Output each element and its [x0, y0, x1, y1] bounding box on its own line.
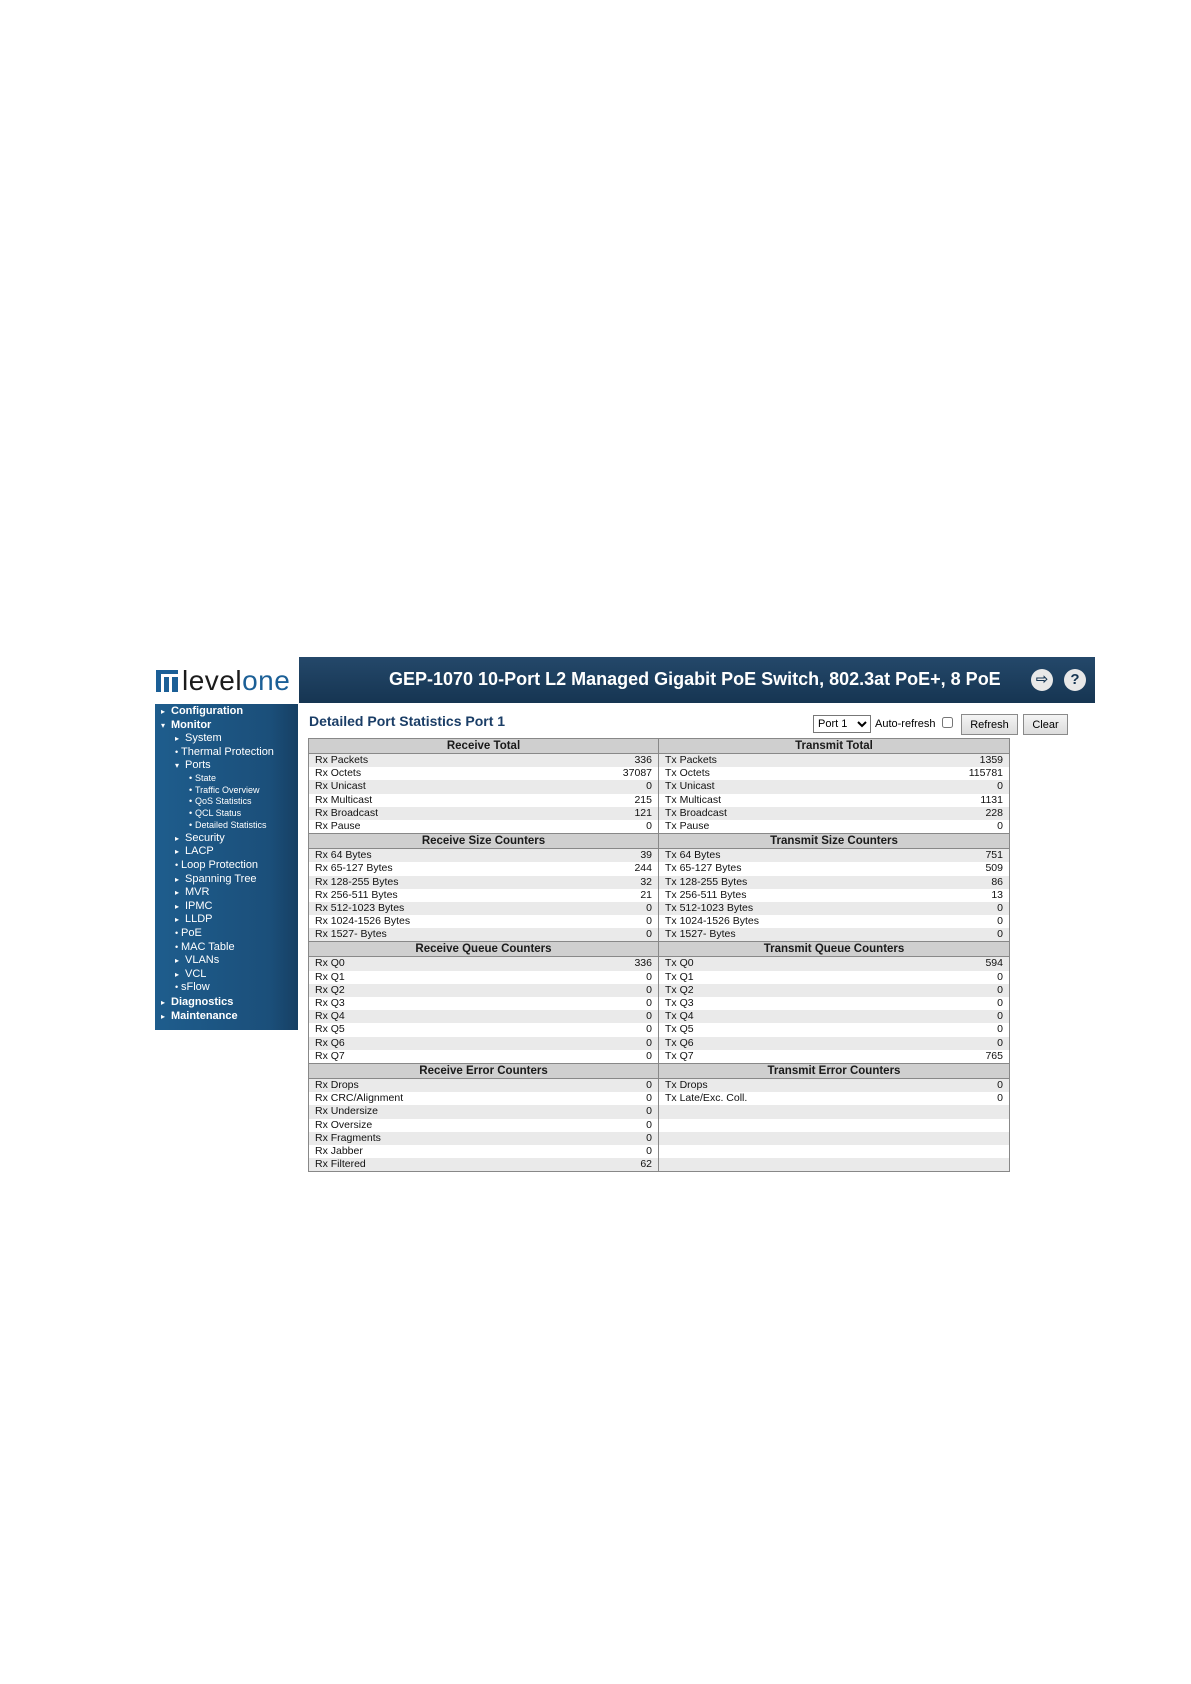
stat-row — [309, 1023, 658, 1036]
stat-row — [309, 957, 658, 970]
logo-wordmark: levelone — [182, 666, 291, 696]
sidebar-item-label: QoS Statistics — [195, 796, 252, 807]
stat-value: 0 — [646, 1049, 652, 1062]
stat-label: Rx Multicast — [315, 793, 373, 806]
stat-row — [659, 1023, 1009, 1036]
stat-row — [309, 915, 658, 928]
stat-value: 0 — [646, 1131, 652, 1144]
sidebar-item-diagnostics[interactable] — [155, 995, 298, 1009]
stat-value: 13 — [991, 888, 1003, 901]
expanded-arrow-icon: ▾ — [161, 721, 166, 730]
sidebar-item-label: Maintenance — [171, 1009, 238, 1022]
bullet-icon: • — [175, 982, 179, 993]
stat-label: Tx Pause — [665, 819, 710, 832]
stat-row — [659, 820, 1009, 833]
sidebar-item-label: System — [185, 732, 222, 744]
logout-icon[interactable]: ⇨ — [1031, 669, 1053, 691]
stat-label: Rx Broadcast — [315, 806, 379, 819]
bullet-icon: • — [175, 927, 179, 938]
receive-column — [309, 1063, 659, 1171]
sidebar-item-label: Monitor — [171, 719, 212, 731]
stat-value: 0 — [646, 1092, 652, 1105]
collapsed-arrow-icon: ▸ — [175, 888, 180, 898]
stat-row — [659, 984, 1009, 997]
stat-row — [659, 997, 1009, 1010]
sidebar-item-label: LACP — [185, 845, 214, 858]
stat-row — [659, 915, 1009, 928]
stat-row — [659, 794, 1009, 807]
stat-label: Rx CRC/Alignment — [315, 1092, 404, 1105]
stat-value: 0 — [997, 1023, 1003, 1036]
stat-label: Rx Octets — [315, 767, 362, 780]
stat-row — [659, 876, 1009, 889]
stat-label: Tx 1024-1526 Bytes — [665, 915, 759, 928]
stat-row — [309, 1079, 658, 1092]
stat-label: Tx 65-127 Bytes — [665, 862, 742, 875]
stat-row — [309, 862, 658, 875]
bullet-icon: • — [189, 808, 193, 819]
stat-value: 0 — [646, 928, 652, 941]
stat-row — [659, 780, 1009, 793]
sidebar-item-state[interactable] — [155, 773, 298, 785]
stat-value: 509 — [985, 862, 1003, 875]
sidebar-item-label: Traffic Overview — [195, 784, 260, 795]
stat-value: 0 — [646, 1036, 652, 1049]
stat-row — [659, 1010, 1009, 1023]
collapsed-arrow-icon: ▸ — [175, 847, 180, 857]
stat-label: Rx 1527- Bytes — [315, 928, 387, 941]
stat-row — [309, 767, 658, 780]
stat-value: 0 — [646, 901, 652, 914]
levelone-logo — [155, 666, 299, 702]
sidebar-item-system[interactable] — [155, 732, 298, 746]
stat-value: 0 — [997, 997, 1003, 1009]
stat-label: Rx Fragments — [315, 1131, 381, 1144]
auto-refresh-label: Auto-refresh — [875, 718, 936, 730]
stat-value: 0 — [646, 819, 652, 832]
stat-row — [309, 971, 658, 984]
sidebar-item-label: State — [195, 772, 217, 783]
auto-refresh-checkbox[interactable] — [942, 717, 953, 728]
sidebar-item-mvr[interactable] — [155, 886, 298, 900]
sidebar-item-maintenance[interactable] — [155, 1009, 298, 1023]
sidebar-item-spanning-tree[interactable] — [155, 873, 298, 887]
stat-row — [659, 957, 1009, 970]
stat-label: Rx Q1 — [315, 970, 345, 983]
sidebar-item-label: Diagnostics — [171, 995, 234, 1008]
stat-label: Tx Unicast — [665, 780, 715, 793]
stat-row — [309, 849, 658, 862]
stat-label: Rx Packets — [315, 754, 369, 766]
stat-value: 32 — [640, 875, 652, 888]
stat-row — [659, 902, 1009, 915]
stat-row — [309, 754, 658, 767]
sidebar-item-lacp[interactable] — [155, 845, 298, 859]
sidebar-item-poe[interactable] — [155, 927, 298, 941]
stat-value: 228 — [985, 806, 1003, 819]
sidebar-item-label: Thermal Protection — [181, 745, 274, 758]
sidebar-item-mac-table[interactable] — [155, 941, 298, 955]
bullet-icon: • — [189, 772, 193, 783]
levelone-mark-icon — [156, 670, 178, 692]
stat-label: Rx 64 Bytes — [315, 849, 372, 862]
stat-row — [659, 1050, 1009, 1063]
stat-label: Tx 1527- Bytes — [665, 928, 736, 941]
sidebar-item-qcl-status[interactable] — [155, 808, 298, 820]
stat-label: Tx Q6 — [665, 1036, 694, 1049]
stat-value: 0 — [646, 1078, 652, 1091]
collapsed-arrow-icon: ▸ — [175, 915, 180, 925]
stat-value: 765 — [985, 1049, 1003, 1062]
stat-value: 1359 — [979, 754, 1003, 766]
collapsed-arrow-icon: ▸ — [175, 874, 180, 884]
stat-value: 0 — [646, 780, 652, 793]
port-select[interactable] — [813, 715, 871, 733]
section-header: Receive Error Counters — [309, 1063, 658, 1079]
sidebar-item-label: Ports — [185, 759, 211, 772]
stat-label: Tx Packets — [665, 754, 717, 766]
section-header: Transmit Total — [659, 739, 1009, 754]
refresh-button[interactable]: Refresh — [961, 714, 1018, 735]
stat-value: 336 — [634, 754, 652, 766]
stat-label: Rx Jabber — [315, 1144, 363, 1157]
stat-row — [659, 807, 1009, 820]
transmit-column — [659, 739, 1009, 833]
receive-column — [309, 739, 659, 833]
stat-row — [309, 780, 658, 793]
stat-value: 115781 — [968, 767, 1003, 780]
stat-label: Rx Undersize — [315, 1105, 379, 1118]
sidebar-item-label: MAC Table — [181, 940, 235, 953]
collapsed-arrow-icon: ▸ — [175, 901, 180, 911]
sidebar-item-ipmc[interactable] — [155, 900, 298, 914]
collapsed-arrow-icon: ▸ — [161, 707, 166, 716]
stat-row — [659, 767, 1009, 780]
stat-row — [659, 862, 1009, 875]
stat-label: Rx Q3 — [315, 997, 345, 1009]
page-title: Detailed Port Statistics Port 1 — [309, 713, 506, 729]
sidebar-item-configuration[interactable] — [155, 704, 298, 718]
bullet-icon: • — [189, 784, 193, 795]
stat-label: Rx Q4 — [315, 1010, 345, 1023]
stat-row — [659, 1158, 1009, 1171]
stat-label: Rx Q7 — [315, 1049, 345, 1062]
stat-label: Tx Late/Exc. Coll. — [665, 1092, 748, 1105]
stat-value: 0 — [646, 997, 652, 1009]
stat-row — [659, 1132, 1009, 1145]
sidebar-item-label: LLDP — [185, 913, 213, 926]
stat-row — [659, 849, 1009, 862]
stat-row — [309, 1037, 658, 1050]
receive-column — [309, 833, 659, 941]
bullet-icon: • — [175, 859, 179, 870]
stat-value: 0 — [997, 1078, 1003, 1091]
stat-row — [309, 1092, 658, 1105]
sidebar-menu — [155, 704, 298, 1030]
sidebar-item-thermal-protection[interactable] — [155, 746, 298, 760]
stat-label: Rx 65-127 Bytes — [315, 862, 393, 875]
stat-value: 1131 — [980, 793, 1003, 806]
stat-label: Tx 512-1023 Bytes — [665, 901, 754, 914]
stat-label: Rx Pause — [315, 819, 361, 832]
stat-value: 121 — [634, 806, 652, 819]
stat-value: 215 — [634, 793, 652, 806]
collapsed-arrow-icon: ▸ — [161, 997, 166, 1007]
sidebar-item-label: Loop Protection — [181, 858, 259, 871]
stat-value: 0 — [997, 970, 1003, 983]
stat-value: 0 — [997, 1036, 1003, 1049]
collapsed-arrow-icon: ▸ — [175, 734, 180, 743]
sidebar-item-detailed-statistics[interactable] — [155, 820, 298, 832]
stat-value: 0 — [997, 1010, 1003, 1023]
stat-row — [309, 1119, 658, 1132]
sidebar-item-label: Configuration — [171, 705, 244, 717]
stat-row — [659, 971, 1009, 984]
stat-value: 0 — [646, 1105, 652, 1118]
sidebar-item-label: QCL Status — [195, 808, 242, 819]
clear-button[interactable]: Clear — [1023, 714, 1068, 735]
stat-row — [659, 1119, 1009, 1132]
nav-list — [155, 704, 298, 1023]
header-banner — [299, 657, 1095, 703]
stat-row — [309, 1132, 658, 1145]
stat-label: Rx 128-255 Bytes — [315, 875, 399, 888]
stat-row — [659, 1079, 1009, 1092]
stat-label: Tx Q2 — [665, 983, 694, 996]
stat-label: Rx Q0 — [315, 957, 345, 970]
stat-row — [309, 997, 658, 1010]
section-header: Receive Total — [309, 739, 658, 754]
help-icon[interactable]: ? — [1064, 669, 1086, 691]
stat-label: Rx Unicast — [315, 780, 366, 793]
sidebar-item-ports[interactable] — [155, 759, 298, 773]
stat-row — [309, 1010, 658, 1023]
stat-value: 62 — [640, 1158, 652, 1171]
stat-value: 0 — [646, 1118, 652, 1131]
stats-section — [309, 833, 1009, 941]
stat-label: Rx 256-511 Bytes — [315, 888, 398, 901]
stat-label: Tx Q4 — [665, 1010, 694, 1023]
sidebar-item-qos-statistics[interactable] — [155, 796, 298, 808]
sidebar-item-traffic-overview[interactable] — [155, 785, 298, 797]
collapsed-arrow-icon: ▸ — [175, 833, 180, 843]
stat-row — [309, 1050, 658, 1063]
transmit-column — [659, 1063, 1009, 1171]
stat-label: Tx Broadcast — [665, 806, 727, 819]
stat-row — [659, 1105, 1009, 1118]
stat-row — [309, 876, 658, 889]
collapsed-arrow-icon: ▸ — [175, 956, 180, 966]
stat-row — [309, 794, 658, 807]
stat-value: 336 — [634, 957, 652, 970]
stat-value: 244 — [634, 862, 652, 875]
transmit-column — [659, 941, 1009, 1063]
stat-label: Rx Drops — [315, 1078, 359, 1091]
stat-value: 37087 — [622, 767, 652, 780]
sidebar-item-monitor[interactable] — [155, 718, 298, 732]
stats-section — [309, 1063, 1009, 1171]
stat-value: 0 — [646, 970, 652, 983]
device-title: GEP-1070 10-Port L2 Managed Gigabit PoE Switch, 802.3at PoE+, 8 PoE — [389, 669, 1001, 689]
section-header: Receive Size Counters — [309, 833, 658, 849]
stat-value: 0 — [646, 915, 652, 928]
stat-row — [309, 1145, 658, 1158]
stat-value: 594 — [985, 957, 1003, 970]
bullet-icon: • — [175, 941, 179, 952]
stat-label: Tx Multicast — [665, 793, 722, 806]
stat-label: Rx 1024-1526 Bytes — [315, 915, 411, 928]
stat-value: 0 — [997, 928, 1003, 941]
stat-value: 0 — [997, 915, 1003, 928]
stat-row — [659, 1037, 1009, 1050]
stat-label: Rx 512-1023 Bytes — [315, 901, 405, 914]
stat-row — [309, 1158, 658, 1171]
stat-row — [309, 928, 658, 941]
stat-row — [659, 928, 1009, 941]
stat-label: Tx Q0 — [665, 957, 694, 970]
sidebar-item-label: IPMC — [185, 899, 213, 912]
sidebar-item-label: VLANs — [185, 954, 220, 967]
section-header: Transmit Error Counters — [659, 1063, 1009, 1079]
stat-row — [659, 1092, 1009, 1105]
sidebar-item-label: VCL — [185, 967, 207, 980]
stat-label: Tx Q3 — [665, 997, 694, 1009]
stat-value: 751 — [985, 849, 1003, 862]
stat-row — [659, 1145, 1009, 1158]
stat-value: 86 — [991, 875, 1003, 888]
transmit-column — [659, 833, 1009, 941]
stat-label: Tx Q5 — [665, 1023, 694, 1036]
stat-label: Rx Q6 — [315, 1036, 345, 1049]
stat-label: Tx 256-511 Bytes — [665, 888, 747, 901]
expanded-arrow-icon: ▾ — [175, 761, 180, 771]
stat-label: Tx 128-255 Bytes — [665, 875, 748, 888]
stat-value: 0 — [997, 983, 1003, 996]
sidebar-item-label: PoE — [181, 926, 202, 939]
stat-label: Tx Drops — [665, 1078, 708, 1091]
receive-column — [309, 941, 659, 1063]
stat-row — [309, 984, 658, 997]
sidebar-item-lldp[interactable] — [155, 913, 298, 927]
stat-label: Rx Q2 — [315, 983, 345, 996]
stat-label: Tx Octets — [665, 767, 710, 780]
sidebar-item-security[interactable] — [155, 832, 298, 846]
stat-value: 0 — [646, 1144, 652, 1157]
sidebar-item-label: Spanning Tree — [185, 872, 257, 885]
bullet-icon: • — [189, 796, 193, 807]
sidebar-item-vlans[interactable] — [155, 954, 298, 968]
collapsed-arrow-icon: ▸ — [161, 1011, 166, 1021]
sidebar-item-loop-protection[interactable] — [155, 859, 298, 873]
stat-row — [309, 1105, 658, 1118]
stat-label: Rx Filtered — [315, 1158, 366, 1171]
sidebar-item-sflow[interactable] — [155, 981, 298, 995]
collapsed-arrow-icon: ▸ — [175, 969, 180, 979]
stat-value: 0 — [997, 819, 1003, 832]
stat-row — [309, 807, 658, 820]
stat-label: Tx Q1 — [665, 970, 694, 983]
stat-row — [309, 889, 658, 902]
sidebar-item-label: MVR — [185, 886, 210, 899]
stat-label: Tx 64 Bytes — [665, 849, 721, 862]
stats-section — [309, 739, 1009, 833]
sidebar-item-label: Security — [185, 831, 225, 844]
sidebar-item-label: Detailed Statistics — [195, 819, 267, 830]
stat-value: 39 — [640, 849, 652, 862]
stat-value: 21 — [640, 888, 652, 901]
stat-row — [659, 889, 1009, 902]
port-statistics-table — [308, 738, 1010, 1172]
bullet-icon: • — [175, 746, 179, 757]
stat-label: Rx Oversize — [315, 1118, 373, 1131]
stats-section — [309, 941, 1009, 1063]
section-header: Transmit Size Counters — [659, 833, 1009, 849]
bullet-icon: • — [189, 819, 193, 830]
stat-row — [309, 902, 658, 915]
stat-value: 0 — [997, 901, 1003, 914]
stat-label: Tx Q7 — [665, 1049, 694, 1062]
sidebar-item-label: sFlow — [181, 981, 210, 994]
stat-value: 0 — [997, 780, 1003, 793]
section-header: Receive Queue Counters — [309, 941, 658, 957]
stat-value: 0 — [646, 1010, 652, 1023]
stat-row — [659, 754, 1009, 767]
sidebar-item-vcl[interactable] — [155, 968, 298, 982]
section-header: Transmit Queue Counters — [659, 941, 1009, 957]
stat-label: Rx Q5 — [315, 1023, 345, 1036]
stat-value: 0 — [646, 1023, 652, 1036]
stat-value: 0 — [997, 1092, 1003, 1105]
stat-value: 0 — [646, 983, 652, 996]
stat-row — [309, 820, 658, 833]
